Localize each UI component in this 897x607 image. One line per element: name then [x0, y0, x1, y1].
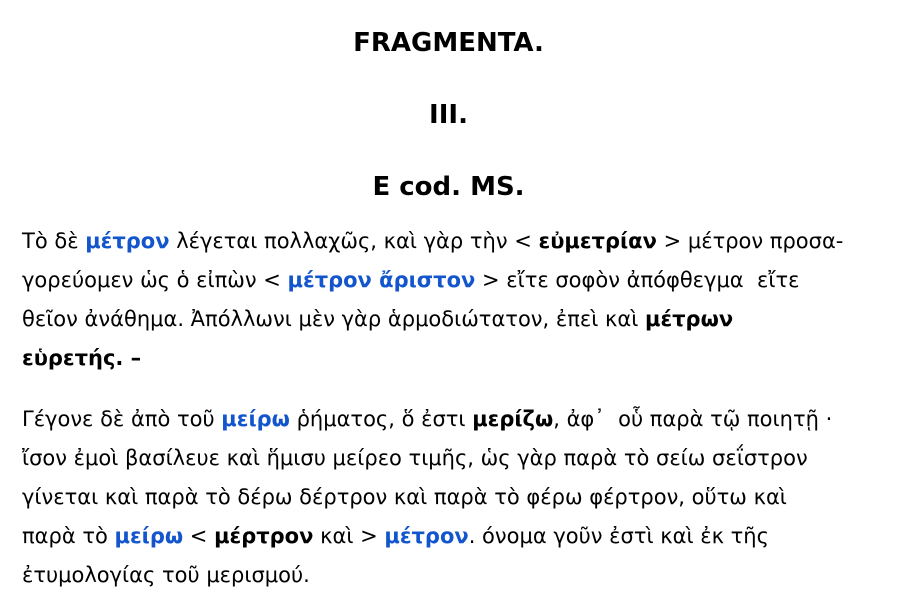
highlighted-term: μείρω	[221, 407, 290, 431]
text-segment: ἐτυμολογίας τοῦ μερισμού.	[22, 563, 310, 587]
paragraph-2	[22, 400, 879, 595]
document-header	[0, 0, 897, 204]
text-line	[22, 222, 879, 261]
paragraph-1	[22, 222, 879, 378]
text-line	[22, 556, 879, 595]
section-number: III.	[429, 100, 468, 130]
text-segment: εὑρετής. –	[22, 346, 142, 370]
text-segment: γορεύομεν ὡς ὁ εἰπὼν <	[22, 268, 288, 292]
source-note: E cod. MS.	[372, 172, 525, 202]
text-segment: Τὸ δὲ	[22, 229, 86, 253]
text-segment: θεῖον ἀνάθημα. Ἀπόλλωνι μὲν γὰρ ἁρμοδιώτατον, ἐπεὶ καὶ	[22, 307, 645, 331]
text-segment: γίνεται καὶ παρὰ τὸ δέρω δέρτρον καὶ παρὰ τὸ φέρω φέρτρον, οὕτω καὶ	[22, 485, 787, 509]
text-line	[22, 439, 879, 478]
highlighted-term: μείρω	[114, 524, 184, 548]
text-line	[22, 478, 879, 517]
text-segment: λέγεται πολλαχῶς, καὶ γὰρ τὴν <	[169, 229, 539, 253]
text-line	[22, 517, 879, 556]
document-body	[0, 222, 897, 595]
text-segment: παρὰ τὸ	[22, 524, 115, 548]
text-segment: μέτρων	[645, 307, 734, 331]
main-title: FRAGMENTA.	[353, 28, 544, 58]
text-segment: . όνομα γοῦν ἐστὶ καὶ ἐκ τῆς	[468, 524, 769, 548]
highlighted-term: μέτρον	[85, 229, 170, 253]
text-line	[22, 339, 879, 378]
text-line	[22, 400, 879, 439]
text-segment: , ἀφ᾽ οὗ παρὰ τῷ ποιητῇ ·	[553, 407, 833, 431]
text-segment: ῥήματος, ὅ ἐστι	[289, 407, 473, 431]
text-segment: > εἴτε σοφὸν ἀπόφθεγμα εἴτε	[475, 268, 800, 292]
text-segment: μέρτρον	[214, 524, 314, 548]
highlighted-term: μέτρον	[384, 524, 469, 548]
text-segment: εὐμετρίαν	[538, 229, 657, 253]
text-line	[22, 300, 879, 339]
highlighted-term: μέτρον ἄριστον	[287, 268, 476, 292]
text-segment: > μέτρον προσα-	[656, 229, 844, 253]
text-line	[22, 261, 879, 300]
text-segment: ἴσον ἐμοὶ βασίλευε καὶ ἥμισυ μείρεο τιμῆς, ὡς γὰρ παρὰ τὸ σείω σεΐστρον	[22, 446, 808, 470]
text-segment: μερίζω	[472, 407, 554, 431]
text-segment: <	[183, 524, 215, 548]
text-segment: καὶ >	[313, 524, 385, 548]
text-segment: Γέγονε δὲ ἀπὸ τοῦ	[22, 407, 222, 431]
